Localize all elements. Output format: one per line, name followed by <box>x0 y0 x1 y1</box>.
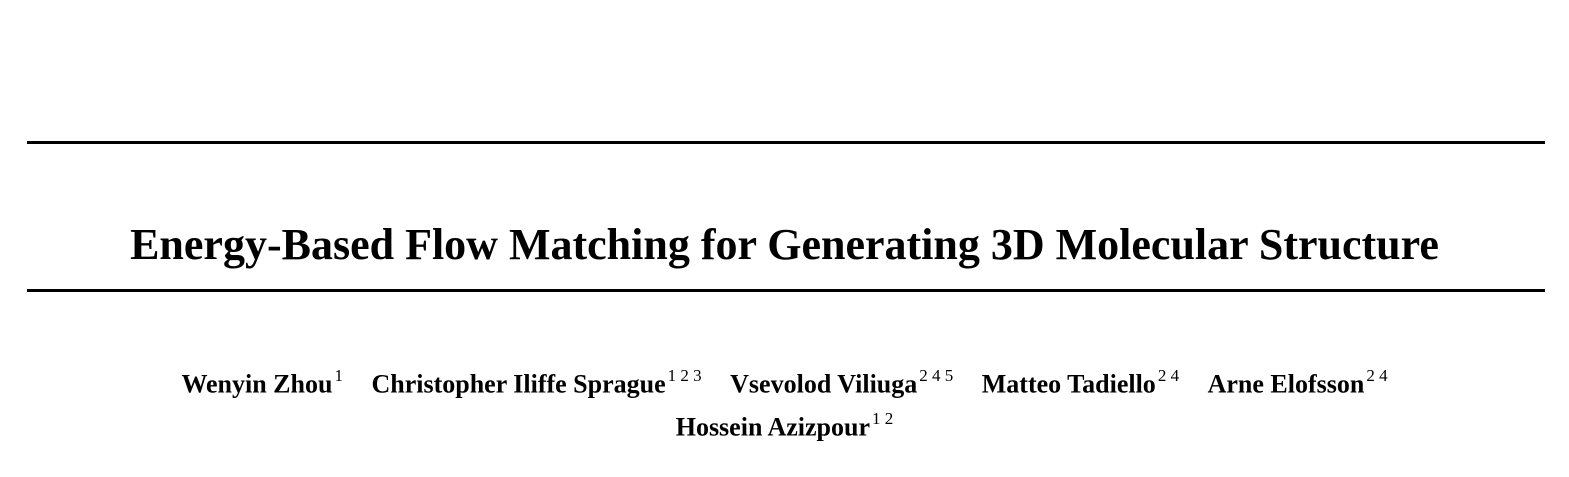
author-name: Matteo Tadiello <box>981 369 1156 399</box>
author-list <box>0 360 1569 445</box>
author-affiliations: 2 4 5 <box>919 366 954 385</box>
author-affiliations: 2 4 <box>1157 366 1180 385</box>
author <box>676 403 894 446</box>
author-affiliations: 1 2 <box>872 408 894 428</box>
title-bottom-rule <box>27 289 1545 292</box>
author-name: Christopher Iliffe Sprague <box>371 369 666 399</box>
author <box>1208 360 1388 403</box>
author-affiliations: 1 <box>334 366 343 385</box>
author-name: Vsevolod Viliuga <box>730 369 918 399</box>
title-top-rule <box>27 141 1545 144</box>
author-affiliations: 2 4 <box>1366 366 1388 385</box>
author <box>371 360 701 403</box>
author <box>181 360 343 403</box>
author-name: Wenyin Zhou <box>181 369 333 399</box>
author <box>730 360 953 403</box>
author-line-2 <box>0 403 1569 446</box>
author-name: Hossein Azizpour <box>675 412 871 442</box>
author-name: Arne Elofsson <box>1207 369 1365 399</box>
author <box>982 360 1179 403</box>
author-affiliations: 1 2 3 <box>667 366 702 385</box>
author-line-1 <box>0 360 1569 403</box>
paper-title: Energy-Based Flow Matching for Generating 3D Molecular Structure <box>130 220 1439 270</box>
